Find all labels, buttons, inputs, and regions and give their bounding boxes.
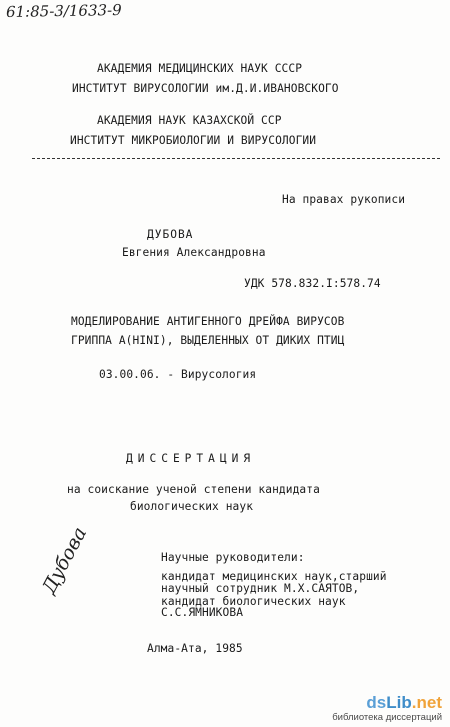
handwritten-catalog-number: 61:85-3/1633-9 (5, 0, 122, 22)
watermark-logo (332, 694, 442, 712)
supervisor-line-2: научный сотрудник М.Х.САЯТОВ, (161, 582, 360, 595)
separator-line (32, 158, 440, 159)
title-line-2: ГРИППА А(НINI), ВЫДЕЛЕННЫХ ОТ ДИКИХ ПТИЦ (71, 334, 345, 347)
institute-name-2: ИНСТИТУТ МИКРОБИОЛОГИИ И ВИРУСОЛОГИИ (70, 134, 317, 147)
author-surname: ДУБОВА (147, 228, 194, 241)
specialty: 03.00.06. - Вирусология (99, 368, 257, 381)
watermark-subtitle: библиотека диссертаций (332, 712, 442, 723)
degree-line-2: биологических наук (130, 500, 254, 513)
watermark-logo-ds: ds (366, 693, 387, 712)
document-type: ДИССЕРТАЦИЯ (126, 452, 256, 465)
watermark-logo-net: .net (411, 693, 442, 712)
title-line-1: МОДЕЛИРОВАНИЕ АНТИГЕННОГО ДРЕЙФА ВИРУСОВ (71, 315, 345, 328)
udk-code: УДК 578.832.I:578.74 (244, 277, 381, 290)
supervisor-line-4: С.С.ЯМНИКОВА (161, 606, 244, 619)
institute-name-1: ИНСТИТУТ ВИРУСОЛОГИИ им.Д.И.ИВАНОВСКОГО (72, 82, 339, 95)
academy-name-1: АКАДЕМИЯ МЕДИЦИНСКИХ НАУК СССР (97, 62, 303, 75)
site-watermark[interactable] (332, 694, 442, 723)
watermark-logo-lib: Lib (386, 693, 412, 712)
supervisors-heading: Научные руководители: (161, 551, 305, 564)
supervisor-line-3: кандидат биологических наук (161, 595, 346, 608)
manuscript-note: На правах рукописи (282, 193, 406, 206)
author-name: Евгения Александровна (122, 246, 266, 259)
academy-name-2: АКАДЕМИЯ НАУК КАЗАХСКОЙ ССР (97, 114, 282, 127)
degree-line-1: на соискание ученой степени кандидата (67, 483, 320, 496)
place-and-year: Алма-Ата, 1985 (147, 642, 243, 655)
handwritten-signature: Дубова (38, 523, 92, 598)
supervisor-line-1: кандидат медицинских наук,старший (161, 570, 387, 583)
